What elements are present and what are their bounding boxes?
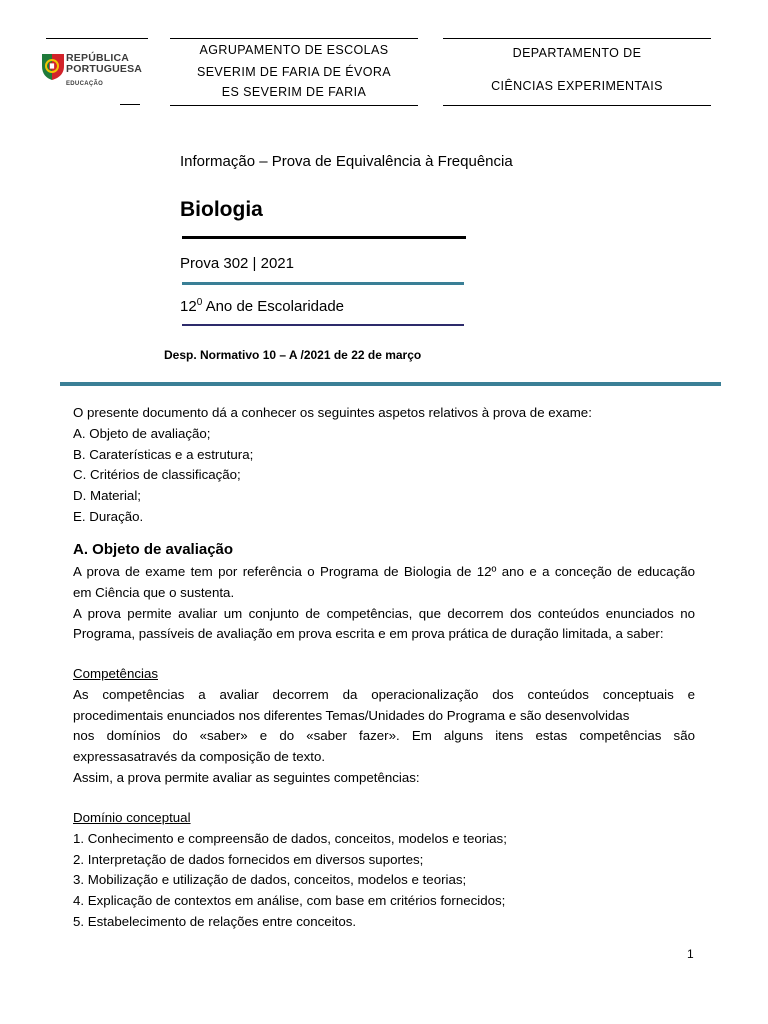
paragraph-line: procedimentais enunciados nos diferentes Temas/Unidades do Programa e são desenvolvidas [73,707,630,723]
school-name-box [170,38,418,106]
page-number: 1 [687,947,694,961]
paragraph-line: nos domínios do «saber» e do «saber fazer». Em alguns itens estas competências são [73,728,695,744]
competencias-heading: Competências [73,666,158,681]
list-item: E. Duração. [73,508,144,524]
school-line: AGRUPAMENTO DE ESCOLAS [199,43,389,57]
paragraph-line: Programa, passíveis de avaliação em prova escrita e em prova prática de duração limitada, a saber: [73,626,664,642]
logo-bottom-rule [120,104,140,105]
decree-reference: Desp. Normativo 10 – A /2021 de 22 de março [164,348,422,362]
list-item: 3. Mobilização e utilização de dados, conceitos, modelos e teorias; [73,872,467,888]
list-item: 5. Estabelecimento de relações entre conceitos. [73,913,357,929]
paragraph-line: A prova permite avaliar um conjunto de competências, que decorrem dos conteúdos enunciados no [73,605,695,621]
coat-of-arms-icon [40,52,66,82]
list-item: 4. Explicação de contextos em análise, com base em critérios fornecidos; [73,893,506,909]
logo-top-rule [46,38,148,39]
paragraph-line: expressasatravés da composição de texto. [73,749,326,765]
document-type: Informação – Prova de Equivalência à Frequência [180,153,513,170]
list-item: D. Material; [73,488,141,504]
school-line: ES SEVERIM DE FARIA [221,85,367,99]
school-year: $12^0$ Ano de Escolaridade [180,297,345,315]
paragraph-line: Assim, a prova permite avaliar as seguintes competências: [73,769,420,785]
list-item: C. Critérios de classificação; [73,467,241,483]
page-title: Biologia [180,198,263,221]
exam-divider [182,282,464,285]
intro-section [73,403,695,528]
department-line: CIÊNCIAS EXPERIMENTAIS [491,79,663,93]
dominio-heading: Domínio conceptual [73,810,191,825]
republica-portuguesa-logo [38,38,150,106]
competencias-section [73,664,695,789]
section-a-body [73,562,695,645]
list-item: B. Caraterísticas e a estrutura; [73,446,254,462]
paragraph-line: em Ciência que o sustenta. [73,584,235,600]
school-line: SEVERIM DE FARIA DE ÉVORA [196,65,392,79]
section-divider [60,382,721,386]
department-line: DEPARTAMENTO DE [512,46,642,60]
list-item: A. Objeto de avaliação; [73,425,211,441]
paragraph-line: A prova de exame tem por referência o Programa de Biologia de 12º ano e a conceção de educação [73,564,695,579]
intro-lead: O presente documento dá a conhecer os seguintes aspetos relativos à prova de exame: [73,405,592,420]
section-a-heading: A. Objeto de avaliação [73,541,234,558]
paragraph-line: As competências a avaliar decorrem da operacionalização dos conteúdos conceptuais e [73,686,695,702]
year-divider [182,324,464,326]
department-box [443,38,711,106]
list-item: 1. Conhecimento e compreensão de dados, conceitos, modelos e teorias; [73,830,507,846]
exam-code: Prova 302 | 2021 [180,255,294,272]
title-divider [182,236,466,239]
dominio-section [73,808,695,933]
list-item: 2. Interpretação de dados fornecidos em diversos suportes; [73,851,424,867]
logo-name: REPÚBLICA PORTUGUESA [66,52,143,75]
logo-subtitle: EDUCAÇÃO [66,81,104,87]
